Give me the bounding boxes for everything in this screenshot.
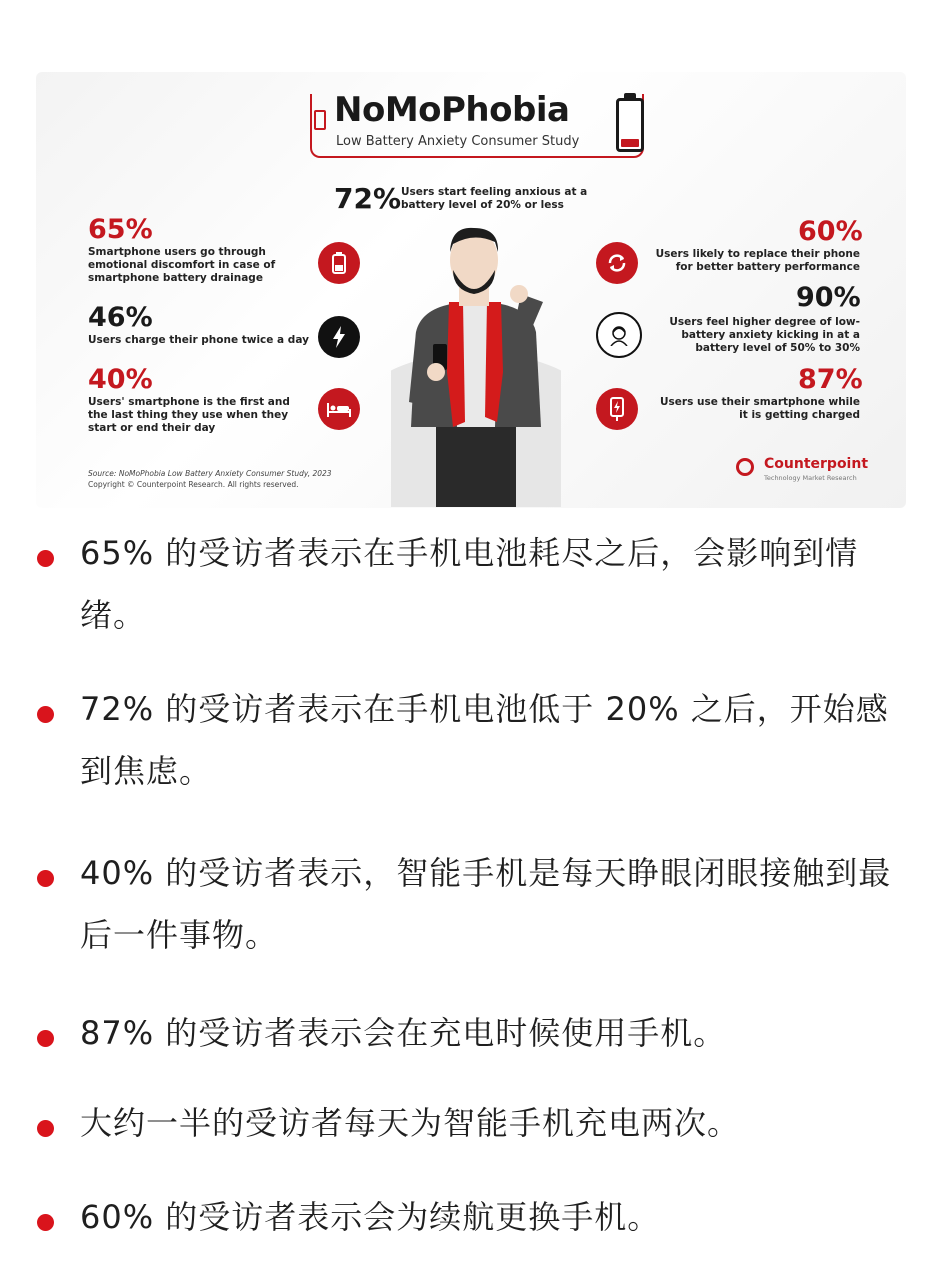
right-stat-2-text: Users feel higher degree of low-battery anxiety kicking in at a battery level of 50% to 30% bbox=[669, 316, 860, 354]
list-item-text: 72% 的受访者表示在手机电池低于 20% 之后，开始感到焦虑。 bbox=[80, 690, 889, 790]
copyright-text: Copyright © Counterpoint Research. All rights reserved. bbox=[88, 480, 299, 489]
source-text: Source: NoMoPhobia Low Battery Anxiety Consumer Study, 2023 bbox=[88, 469, 332, 478]
bed-icon bbox=[318, 388, 360, 430]
plug-icon bbox=[314, 110, 326, 130]
top-stat-text: Users start feeling anxious at a battery level of 20% or less bbox=[401, 186, 588, 211]
right-stat-3-pct: 87% bbox=[798, 364, 863, 395]
bullet-dot bbox=[37, 1214, 54, 1231]
left-stat-1-pct: 65% bbox=[88, 214, 153, 245]
brand-name: Counterpoint bbox=[764, 456, 869, 472]
left-stat-3-text: Users' smartphone is the first and the last thing they use when they start or end their day bbox=[88, 396, 290, 434]
infographic-subtitle: Low Battery Anxiety Consumer Study bbox=[336, 134, 580, 149]
right-stat-3-text: Users use their smartphone while it is getting charged bbox=[660, 396, 860, 421]
infographic-image bbox=[36, 72, 906, 508]
left-stat-3-pct: 40% bbox=[88, 364, 153, 395]
charging-phone-icon bbox=[596, 388, 638, 430]
list-item-text: 40% 的受访者表示，智能手机是每天睁眼闭眼接触到最后一件事物。 bbox=[80, 854, 892, 954]
right-stat-1-text: Users likely to replace their phone for better battery performance bbox=[655, 248, 860, 273]
left-stat-2-text: Users charge their phone twice a day bbox=[88, 334, 309, 346]
anxious-face-icon bbox=[596, 312, 642, 358]
bullet-dot bbox=[37, 1030, 54, 1047]
battery-icon bbox=[318, 242, 360, 284]
counterpoint-logo-icon bbox=[736, 458, 754, 476]
anxious-man-illustration bbox=[391, 222, 561, 507]
list-item-text: 大约一半的受访者每天为智能手机充电两次。 bbox=[80, 1104, 741, 1142]
bullet-dot bbox=[37, 1120, 54, 1137]
source-note bbox=[88, 468, 332, 490]
bullet-dot bbox=[37, 706, 54, 723]
low-battery-icon bbox=[616, 98, 644, 152]
top-stat-pct: 72% bbox=[334, 182, 402, 215]
bullet-dot bbox=[37, 550, 54, 567]
right-stat-1-pct: 60% bbox=[798, 216, 863, 247]
brand-tagline: Technology Market Research bbox=[764, 474, 857, 482]
replace-arrows-icon bbox=[596, 242, 638, 284]
list-item-text: 60% 的受访者表示会为续航更换手机。 bbox=[80, 1198, 661, 1236]
left-stat-2-pct: 46% bbox=[88, 302, 153, 333]
lightning-icon bbox=[318, 316, 360, 358]
list-item-text: 87% 的受访者表示会在充电时候使用手机。 bbox=[80, 1014, 727, 1052]
left-stat-1-text: Smartphone users go through emotional discomfort in case of smartphone battery drainage bbox=[88, 246, 276, 284]
infographic-title: NoMoPhobia bbox=[334, 90, 570, 130]
bullet-dot bbox=[37, 870, 54, 887]
right-stat-2-pct: 90% bbox=[796, 282, 861, 313]
list-item-text: 65% 的受访者表示在手机电池耗尽之后，会影响到情绪。 bbox=[80, 534, 859, 634]
